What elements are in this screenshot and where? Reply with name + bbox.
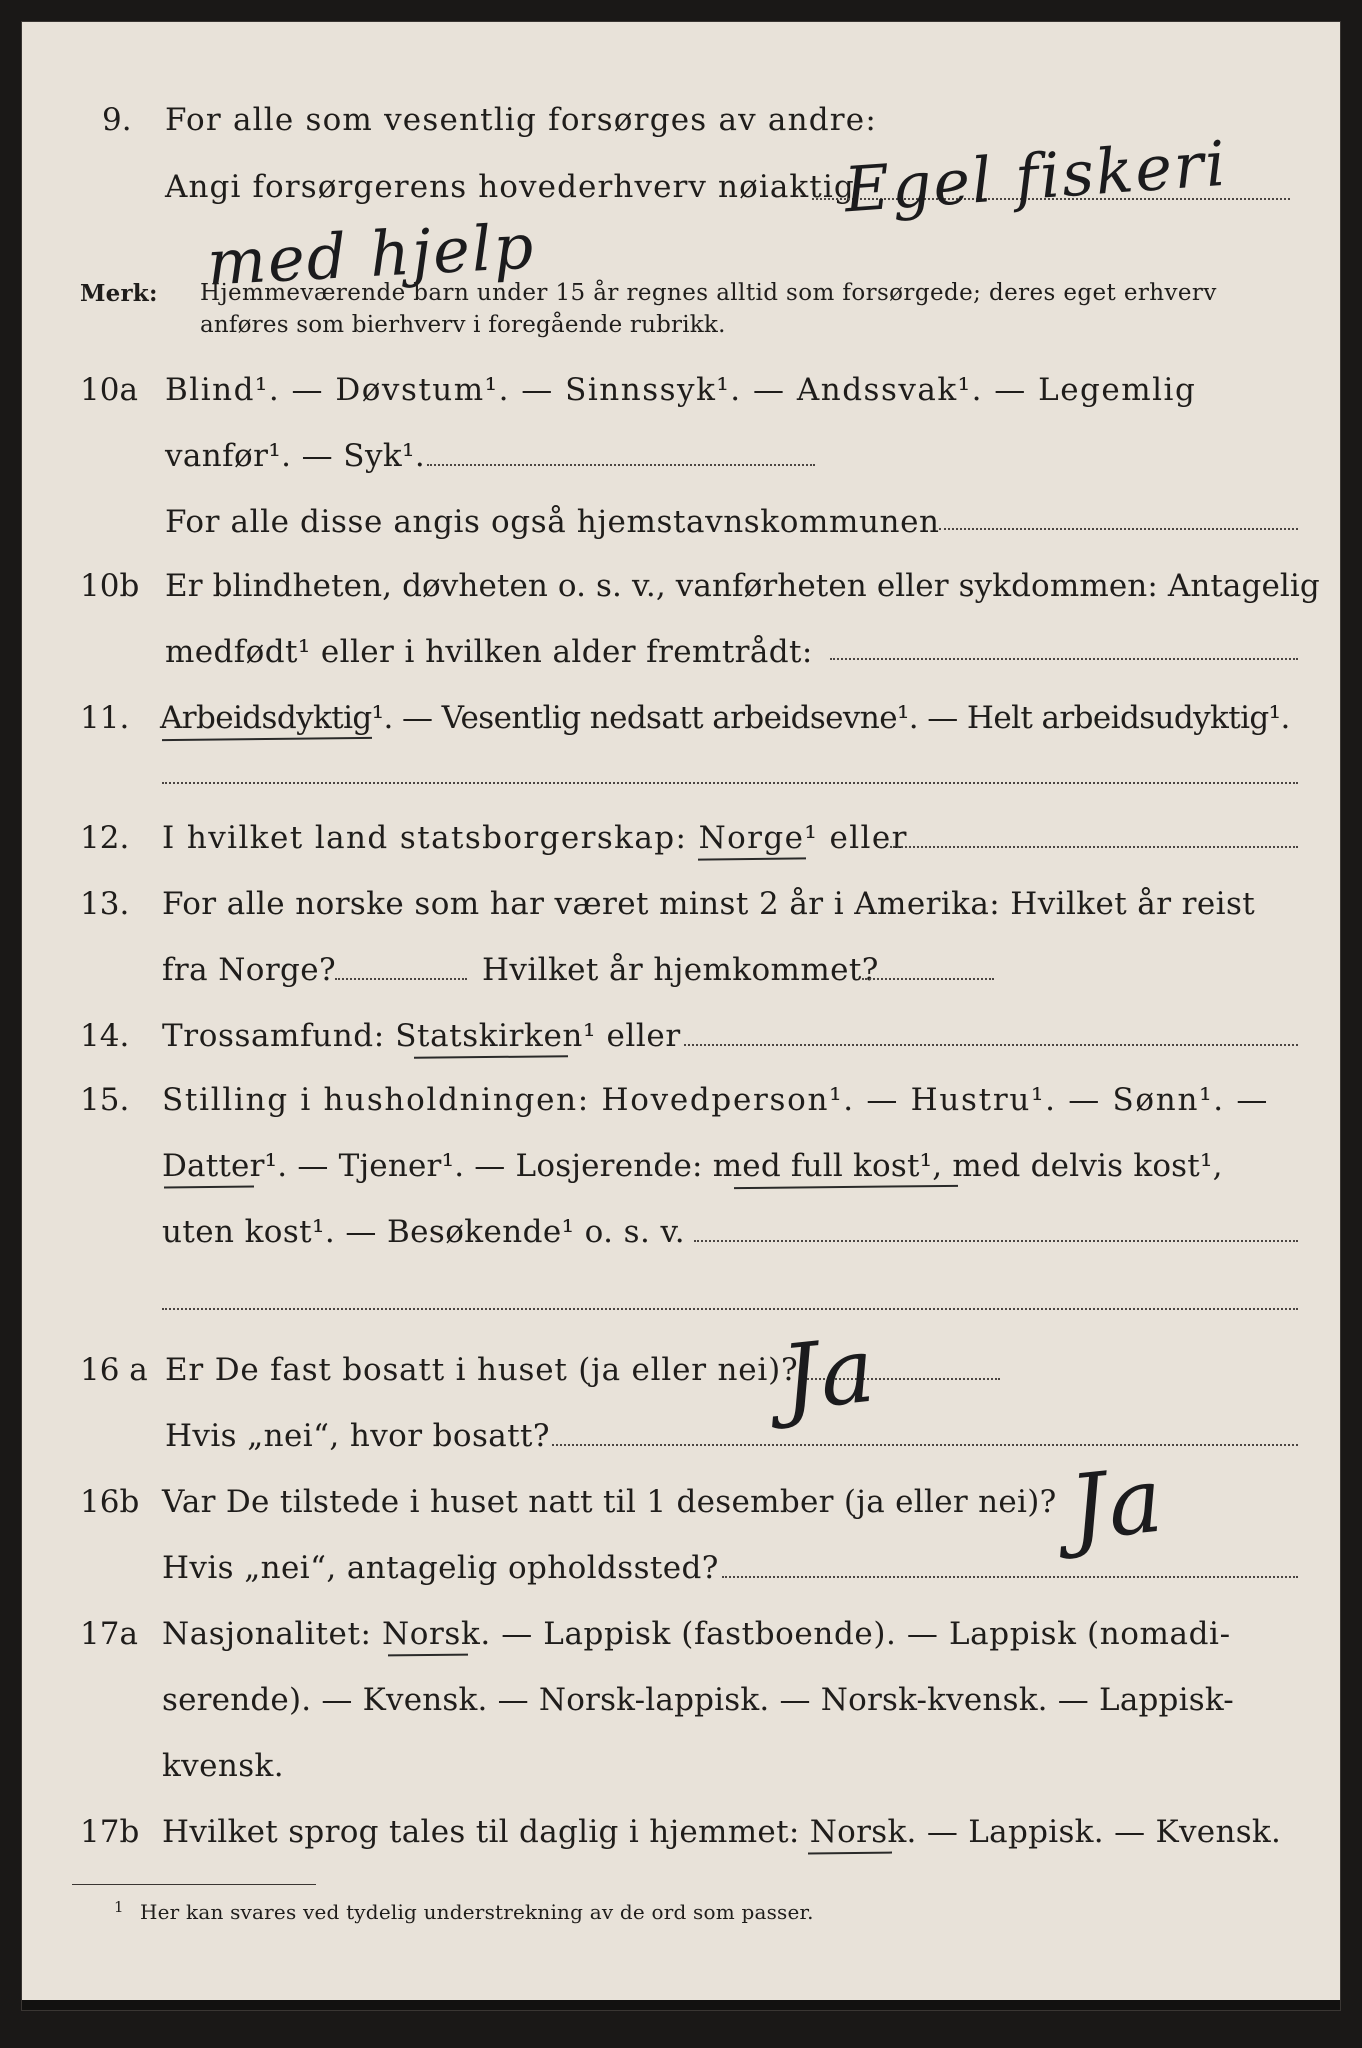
q10a-line3: For alle disse angis også hjemstavnskommunen (165, 504, 940, 540)
q9-line2: Angi forsørgerens hovederhverv nøiaktig (165, 169, 855, 205)
q15-underline-med-full-kost (734, 1185, 958, 1189)
q10a-line1: Blind¹. — Døvstum¹. — Sinnssyk¹. — Andssvak¹. — Legemlig (165, 372, 1197, 408)
q10a-hjemstavn-line (939, 528, 1298, 530)
q17a-number: 17a (80, 1616, 138, 1652)
q17b-line1: Hvilket sprog tales til daglig i hjemmet: Norsk. — Lappisk. — Kvensk. (162, 1814, 1282, 1850)
q14-underline-statskirken (414, 1055, 568, 1059)
q17a-line1: Nasjonalitet: Norsk. — Lappisk (fastboende). — Lappisk (nomadi- (162, 1616, 1231, 1652)
q17b-underline-norsk (808, 1852, 892, 1855)
q11-number: 11. (80, 700, 130, 736)
q11-underline-arbeidsdyktig (162, 737, 372, 741)
q13-line1: For alle norske som har været minst 2 år i Amerika: Hvilket år reist (162, 886, 1256, 922)
q17a-line3: kvensk. (162, 1748, 284, 1784)
q9-handwritten-answer2: med hjelp (205, 209, 537, 300)
q17a-underline-norsk (388, 1654, 468, 1657)
footnote-rule (72, 1884, 316, 1885)
q10a-syk-line (427, 464, 815, 466)
q12-number: 12. (80, 820, 130, 856)
q9-line1: For alle som vesentlig forsørges av andre: (165, 102, 877, 138)
q11-answer-line (162, 782, 1298, 784)
q13-line2a: fra Norge? (162, 952, 337, 988)
q10b-line2: medfødt¹ eller i hvilken alder fremtrådt: (165, 634, 813, 670)
q9-handwritten-answer1: Egel fiskeri (841, 126, 1230, 227)
q16b-line1: Var De tilstede i huset natt til 1 desember (ja eller nei)? (162, 1484, 1057, 1520)
q14-answer-line (684, 1044, 1298, 1046)
q10a-line2: vanfør¹. — Syk¹. (165, 438, 426, 474)
q13-hjemkommet-line (862, 978, 994, 980)
q15-line1: Stilling i husholdningen: Hovedperson¹. — Hustru¹. — Sønn¹. — (162, 1082, 1270, 1118)
q12-line1: I hvilket land statsborgerskap: Norge¹ eller (162, 820, 908, 856)
q16a-bosatt-line (552, 1444, 1298, 1446)
q14-line1: Trossamfund: Statskirken¹ eller (162, 1018, 681, 1054)
q16a-line1: Er De fast bosatt i huset (ja eller nei)? (165, 1352, 799, 1388)
q15-extra-line (162, 1308, 1298, 1310)
q11-line1: Arbeidsdyktig¹. — Vesentlig nedsatt arbeidsevne¹. — Helt arbeidsudyktig¹. (160, 700, 1290, 736)
q16a-line2: Hvis „nei“, hvor bosatt? (165, 1418, 550, 1454)
q16a-number: 16 a (80, 1352, 148, 1388)
page-bottom-edge (22, 2000, 1340, 2010)
q10b-line1: Er blindheten, døvheten o. s. v., vanførheten eller sykdommen: Antagelig (165, 568, 1320, 604)
q9-number: 9. (102, 102, 132, 138)
footnote-text: Her kan svares ved tydelig understrekning av de ord som passer. (140, 1900, 814, 1924)
merk-line1: Hjemmeværende barn under 15 år regnes alltid som forsørgede; deres eget erhverv (200, 280, 1217, 306)
q13-number: 13. (80, 886, 130, 922)
q16b-line2: Hvis „nei“, antagelig opholdssted? (162, 1550, 719, 1586)
q15-answer-line (694, 1240, 1298, 1242)
q12-answer-line (890, 846, 1298, 848)
q10b-number: 10b (80, 568, 140, 604)
q15-underline-datter (164, 1186, 254, 1189)
q14-number: 14. (80, 1018, 130, 1054)
merk-line2: anføres som bierhverv i foregående rubrikk. (200, 312, 726, 338)
footnote-mark: 1 (114, 1898, 124, 1916)
q13-line2b: Hvilket år hjemkommet? (482, 952, 879, 988)
q17b-number: 17b (80, 1814, 140, 1850)
q12-underline-norge (698, 857, 806, 860)
q15-line2: Datter¹. — Tjener¹. — Losjerende: med full kost¹, med delvis kost¹, (162, 1148, 1223, 1184)
q17a-line2: serende). — Kvensk. — Norsk-lappisk. — Norsk-kvensk. — Lappisk- (162, 1682, 1234, 1718)
q15-line3: uten kost¹. — Besøkende¹ o. s. v. (162, 1214, 685, 1250)
q15-number: 15. (80, 1082, 130, 1118)
q10b-alder-line (830, 658, 1298, 660)
q16b-opholdssted-line (722, 1576, 1298, 1578)
q16b-number: 16b (80, 1484, 140, 1520)
census-form-page (22, 22, 1340, 2010)
merk-label: Merk: (80, 280, 158, 307)
q16a-handwritten-answer: Ja (776, 1317, 881, 1432)
q10a-number: 10a (80, 372, 138, 408)
q16b-handwritten-answer: Ja (1064, 1447, 1169, 1562)
q13-reist-line (335, 978, 467, 980)
